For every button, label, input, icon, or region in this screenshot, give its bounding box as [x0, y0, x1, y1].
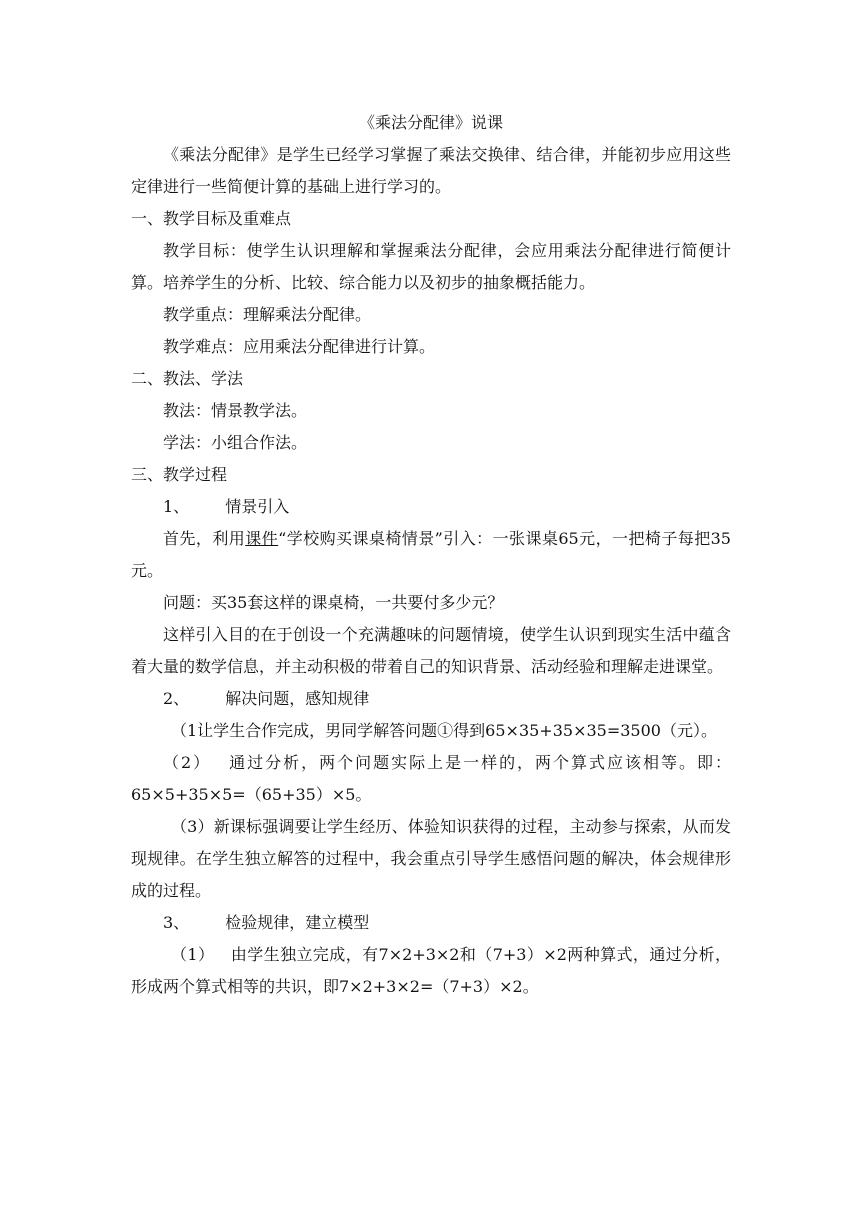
step-3-heading — [131, 907, 731, 939]
step-1-number: 1、 — [163, 497, 190, 516]
step-3-number: 3、 — [163, 913, 190, 932]
step-1-heading — [131, 491, 731, 523]
step-2-heading — [131, 683, 731, 715]
teaching-key-point: 教学重点：理解乘法分配律。 — [163, 305, 372, 324]
step-2-title: 解决问题，感知规律 — [225, 689, 370, 708]
step-2-item-2-text: 通过分析，两个问题实际上是一样的，两个算式应该相等。即：65×5+35×5=（65+35）×5。 — [131, 753, 731, 804]
step-1-title: 情景引入 — [225, 497, 290, 516]
document-title: 《乘法分配律》说课 — [358, 113, 503, 132]
teaching-difficulty: 教学难点：应用乘法分配律进行计算。 — [163, 337, 436, 356]
step-1-purpose: 这样引入目的在于创设一个充满趣味的问题情境，使学生认识到现实生活中蕴含着大量的数学信息，并主动积极的带着自己的知识背景、活动经验和理解走进课堂。 — [131, 625, 731, 676]
step-1-intro-text: 首先，利用 — [163, 529, 246, 548]
step-1-intro-paragraph — [131, 523, 731, 587]
step-2-item-3: （3）新课标强调要让学生经历、体验知识获得的过程，主动参与探索，从而发现规律。在学生独立解答的过程中，我会重点引导学生感悟问题的解决，体会规律形成的过程。 — [131, 817, 731, 900]
step-3-item-1-text: 由学生独立完成，有7×2+3×2和（7+3）×2两种算式，通过分析，形成两个算式相等的共识，即7×2+3×2=（7+3）×2。 — [131, 945, 731, 996]
step-3-item-1 — [131, 939, 731, 1003]
step-2-item-1: （1让学生合作完成，男同学解答问题①得到65×35+35×35=3500（元）。 — [171, 721, 717, 740]
courseware-link[interactable]: 课件 — [245, 529, 279, 548]
step-3-item-1-number: （1） — [171, 945, 215, 964]
intro-paragraph: 《乘法分配律》是学生已经学习掌握了乘法交换律、结合律，并能初步应用这些定律进行一些简便计算的基础上进行学习的。 — [131, 145, 731, 196]
section-1-heading: 一、教学目标及重难点 — [131, 209, 292, 228]
step-3-title: 检验规律，建立模型 — [225, 913, 370, 932]
step-1-question: 问题：买35套这样的课桌椅，一共要付多少元？ — [163, 593, 504, 612]
section-2-heading: 二、教法、学法 — [131, 369, 244, 388]
step-2-item-2 — [131, 747, 731, 811]
teaching-method: 教法：情景教学法。 — [163, 401, 308, 420]
learning-method: 学法：小组合作法。 — [163, 433, 308, 452]
step-1-intro-text-rest: “学校购买课桌椅情景”引入：一张课桌65元，一把椅子每把35元。 — [131, 529, 731, 580]
section-3-heading: 三、教学过程 — [131, 465, 228, 484]
step-2-item-2-number: （2） — [163, 753, 212, 772]
document-body — [131, 107, 731, 1003]
step-2-number: 2、 — [163, 689, 190, 708]
teaching-goal: 教学目标：使学生认识理解和掌握乘法分配律，会应用乘法分配律进行简便计算。培养学生的分析、比较、综合能力以及初步的抽象概括能力。 — [131, 241, 731, 292]
